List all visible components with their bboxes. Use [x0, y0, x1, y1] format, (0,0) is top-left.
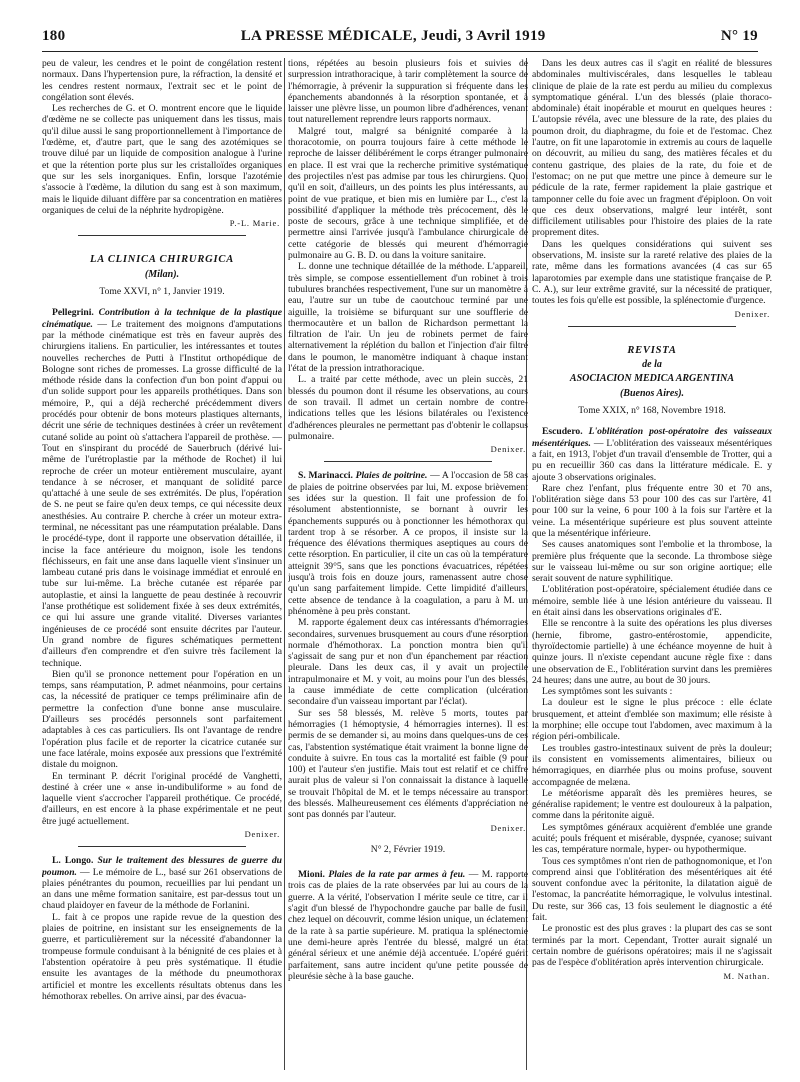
article-text: — Le traitement des moignons d'amputations par la méthode cinématique est très en faveur auprès des chirurgiens italiens. En particulier, les intéressantes et toutes nouvelles recherches de Putti à l'Institut orthopédique de Bologne sont riches de promesses. La grosse difficulté de la méthode réside dans la confection d'un bon point d'appui ou d'un solide support pour les appareils prothétiques. Dans son mémoire, P., qui a déjà recherché précédemment divers procédés pour obtenir de bons moteurs plastiques alternants, décrit une série de techniques destinées à créer un revêtement cutané solide au point où s'attachera l'appareil de prothèse. — Tout en s'inspirant du procédé de Sauerbruch (dérivé lui-même de l'urétroplastie par la méthode de Rochet) il lui reproche de créer un moteur entièrement musculaire, ayant tendance à se nécroser, et manquant de solidité parce qu'attaché à une seule de ses extrémités. De plus, l'opération de S. ne peut se faire qu'en deux temps, ce qui nécessite deux anesthésies. Au contraire P. cherche à créer un moteur extra-terminal, ne nécessitant pas une réamputation préalable. Dans le procédé-type, dont il rapporte une observation détaillée, il incise la face antérieure du moignon, isole les tendons fléchisseurs, en fait une anse dans laquelle vient s'insinuer un lambeau cutané pris dans le voisinage immédiat et enroulé en tube sur lui-même. La brèche cutanée est réparée par autoplastie, et ainsi la languette de peau destinée à recouvrir l'anse prothétique est solidement fixée à ses deux extrémités, ce qui lui assure une grande vitalité. Diverses variantes ingénieuses de ce procédé sont ensuite décrites par l'auteur. Un grand nombre de figures schématiques permettent d'ailleurs d'en comprendre et d'en suivre très facilement la technique. — [42, 318, 282, 669]
issue-date: N° 2, Février 1919. — [370, 843, 446, 855]
page-header — [42, 28, 758, 50]
article-abstract — [532, 426, 772, 482]
signature: Denixer. — [734, 308, 770, 319]
issue-number: N° 19 — [720, 28, 758, 44]
column-1 — [42, 58, 282, 1073]
article-author: Escudero. — [542, 426, 583, 438]
column-divider — [284, 58, 285, 1070]
paragraph: Les troubles gastro-intestinaux suivent de près la douleur; ils consistent en vomissements alimentaires, bilieux ou hémorragiques, en diarrhée plus ou moins profuse, souvent accompagnée de melæna. — [532, 742, 772, 788]
section-rule — [78, 235, 246, 236]
paragraph: Tous ces symptômes n'ont rien de pathognomonique, et l'on comprend ainsi que l'oblitération des mésentériques ait été souvent confondue avec la péritonite, la dilatation aiguë de l'estomac, la pancréatite hémorragique, le volvulus intestinal. Du reste, sur 366 cas, 13 fois seulement le diagnostic a été fait. — [532, 855, 772, 924]
article-author: Pellegrini. — [52, 307, 94, 319]
section-rule — [324, 461, 492, 462]
journal-title-line2: ASOCIACION MEDICA ARGENTINA — [569, 373, 735, 385]
article-title: Plaies de poitrine. — [355, 470, 428, 482]
paragraph: Elle se rencontre à la suite des opérations les plus diverses (hernie, fibrome, gastro-entérostomie, appendicite, thyroïdectomie partielle) à une échéance moyenne de huit à quinze jours. Il n'existe cependant aucune règle fixe : dans une observation de E., l'oblitération survint dans les premières 24 heures; dans une autre, au bout de 30 jours. — [532, 618, 772, 686]
article-text: — A l'occasion de 58 cas de plaies de poitrine observées par lui, M. expose brièvement ses idées sur la question. Il fait une profession de foi résolument abstentionniste, se bornant à ouvrir les épanchements suppurés ou à ponctionner les hémothorax qui tardent trop à se résorber. A ce propos, il insiste sur la fréquence des élévations thermiques aseptiques au cours de cette résorption. En particulier, il cite un cas où la température atteignit 39°5, sans que les ponctions évacuatrices, répétées jusqu'à trois fois en douze jours, ramenassent autre chose qu'un sang parfaitement limpide. Cette limpidité d'ailleurs, cette absence de tendance à la coagulation, a paru à M. un phénomène à peu près constant. — [288, 470, 528, 617]
article-title: Plaies de la rate par armes à feu. — [328, 869, 466, 881]
article-title: Contribution à la technique de la plastique cinématique. — [42, 307, 282, 330]
paragraph: Dans les deux autres cas il s'agit en réalité de blessures abdominales multiviscérales, dans lesquelles le tableau clinique de plaie de la rate est perdu au milieu du complexus symptomatique général. L'un des blessés (plaie thoraco-abdominale) était inopérable et mourut en quelques heures : L'autopsie révéla, avec une blessure de la rate, des plaies du poumon droit, du diaphragme, du foie et de l'estomac. Chez l'autre, on fit une laparotomie in extremis au cours de laquelle on découvrit, au milieu du sang, des matières fécales et du contenu gastrique, des plaies de la rate, du foie et de l'estomac; on ne put que mettre une pince à demeure sur le pédicule de la rate, fermer rapidement la plaie gastrique et tamponner celle du foie avec un fragment d'épiploon. On voit que ces deux observations, malgré leur intérêt, sont difficilement utilisables pour l'histoire des plaies de la rate proprement dites. — [532, 58, 772, 239]
journal-title: REVISTA — [627, 344, 677, 356]
paragraph: peu de valeur, les cendres et le point de congélation restent normaux. Dans l'hypertension pure, la réfraction, la densité et les cendres restent normaux, l'extrait sec et le point de congélation sont élevés. — [42, 58, 282, 103]
paragraph: M. rapporte également deux cas intéressants d'hémorragies secondaires, survenues brusquement au cours d'une résorption normale d'hémothorax. La ponction montra bien qu'il s'agissait de sang pur et non d'un épanchement par réaction pleurale. Dans les deux cas, il y avait un projectile intrapulmonaire et M. y voit, au moins pour l'un des blessés, la cause immédiate de cette complication (ulcération secondaire d'un vaisseau important par l'éclat). — [288, 617, 528, 708]
paragraph: Rare chez l'enfant, plus fréquente entre 30 et 70 ans, l'oblitération siège dans 53 pour 100 des cas sur l'artère, 41 pour 100 sur la veine, 6 pour 100 à la fois sur l'artère et la veine. La mésentérique supérieure est plus souvent atteinte que la mésentérique inférieure. — [532, 482, 772, 539]
signature: Denixer. — [244, 829, 280, 839]
paragraph: Le météorisme apparaît dès les premières heures, se généralise rapidement; le ventre est douloureux à la palpation, comme dans la péritonite aiguë. — [532, 787, 772, 822]
section-rule — [568, 326, 736, 327]
journal-title: LA CLINICA CHIRURGICA — [89, 254, 234, 266]
article-text: — M. rapporte trois cas de plaies de la rate observées par lui au cours de la guerre. A la vérité, l'observation I mérite seule ce titre, car il s'agit d'un blessé de l'hypochondre gauche par balle de fusil, chez lequel on découvrit, comme lésion unique, un éclatement de la rate à sa partie supérieure. M. pratiqua la splénectomie une demi-heure après l'entrée du blessé, malgré un état général sérieux et une anémie déjà accentuée. L'opéré guérit parfaitement, sans autre incident qu'une petite poussée de pleurésie sèche à la base gauche. — [288, 869, 528, 982]
page-number: 180 — [42, 28, 66, 44]
article-abstract — [42, 855, 282, 911]
paragraph: Les symptômes généraux acquièrent d'emblée une grande acuité; pouls fréquent et misérable, dyspnée, cyanose; suivant les cas, température normale, hyper- ou hypothermique. — [532, 821, 772, 856]
paragraph: Bien qu'il se prononce nettement pour l'opération en un temps, sans réamputation, P. admet néanmoins, pour certains cas, la nécessité de pratiquer ce temps préliminaire afin de permettre la confection d'une bonne anse musculaire. D'ailleurs ses procédés personnels sont parfaitement adaptables à ces cas particuliers. Ils ont l'avantage de rendre l'opération plus facile et de reporter la cicatrice cutanée sur une face latérale, moins exposée aux pressions que l'extrémité distale du moignon. — [42, 668, 282, 771]
article-author: L. Longo. — [52, 855, 94, 867]
signature: M. Nathan. — [723, 970, 770, 981]
article-title: Sur le traitement des blessures de guerre du poumon. — [42, 855, 282, 878]
paragraph: L. a traité par cette méthode, avec un plein succès, 21 blessés du poumon dont il résume les observations, au cours de son travail. Il admet un certain nombre de contre-indications telles que les lésions bilatérales ou l'existence d'adhérences pleurales ne permettant pas d'obtenir le collapsus pulmonaire. — [288, 374, 528, 442]
paragraph: La douleur est le signe le plus précoce : elle éclate brusquement, et atteint d'emblée son maximum; elle résiste à la morphine; elle occupe tout l'abdomen, avec maximum à la région péri-ombilicale. — [532, 697, 772, 743]
paragraph: L. fait à ce propos une rapide revue de la question des plaies de poitrine, en insistant sur les enseignements de la guerre, et particulièrement sur la nécessité d'abandonner la trompeuse formule conduisant à la bénignité de ces plaies et à l'abstention opératoire à peu près systématique. Il étudie ensuite les avantages de la méthode du pneumothorax artificiel et montre les excellents résultats obtenus dans les hémothorax rebelles. On arrive ainsi, par des évacua- — [42, 911, 282, 1002]
paragraph: L. donne une technique détaillée de la méthode. L'appareil, très simple, se compose essentiellement d'un robinet à trois tubulures branchées respectivement, l'une sur un manomètre à eau, l'autre sur un tube de caoutchouc terminé par une aiguille, la troisième se bifurquant sur une soufflerie de thermocautère et un ballon de Richardson permettant la filtration de l'air. Un jeu de robinets permet de faire alternativement la réplétion du ballon et l'injection d'air filtré dans le poumon, le manomètre indiquant à chaque instant l'état de la pression intrathoracique. — [288, 261, 528, 375]
article-abstract — [288, 869, 528, 982]
section-rule — [78, 846, 246, 847]
article-abstract — [288, 470, 528, 617]
article-author: Mioni. — [298, 869, 325, 881]
article-title: L'oblitération post-opératoire des vaisseaux mésentériques. — [532, 426, 772, 449]
paragraph: tions, répétées au besoin plusieurs fois et suivies de surpression intrathoracique, à tarir complètement la source de l'hémorragie, à prévenir la suppuration si fréquente dans les épanchements abandonnés à la résorption spontanée, et à laisser une plèvre lisse, un poumon libre d'adhérences, venant tout naturellement reprendre leurs rapports normaux. — [288, 58, 528, 126]
paragraph: Les symptômes sont les suivants : — [542, 686, 673, 698]
article-text: — L'oblitération des vaisseaux mésentériques a fait, en 1913, l'objet d'un travail d'ensemble de Trotter, qui a pu en recueillir 360 cas dans la littérature médicale. E. y ajoute 3 observations originales. — [532, 437, 772, 483]
journal-title-connector: de la — [642, 359, 662, 371]
paragraph: Sur ses 58 blessés, M. relève 5 morts, toutes par hémorragies (1 hémoptysie, 4 hémorragies internes). Il est permis de se demander si, au moins dans quelques-uns de ces cas, l'abstention systématique était vraiment la bonne ligne de conduite à suivre. En tous cas la mortalité est faible (9 pour 100) et l'auteur s'en justifie. Mais tout est relatif et ce chiffre aurait plus de valeur si l'on connaissait la distance à laquelle se trouvait l'hôpital de M. et le temps nécessaire au transport des blessés. Malheureusement ces éléments d'appréciation ne sont pas donnés par l'auteur. — [288, 707, 528, 821]
article-text: — Le mémoire de L., basé sur 261 observations de plaies pénétrantes du poumon, recueillies par lui pendant un an dans une même formation sanitaire, est par-dessus tout un chaud plaidoyer en faveur de la méthode de Forlanini. — [42, 866, 282, 912]
journal-issue: Tome XXVI, n° 1, Janvier 1919. — [99, 286, 225, 298]
article-abstract — [42, 307, 282, 669]
journal-city: (Milan). — [144, 268, 180, 280]
paragraph: Ses causes anatomiques sont l'embolie et la thrombose, la première plus fréquente que la seconde. La thrombose siège sur le vaisseau lui-même ou sur son origine aortique; elle serait souvent de nature syphilitique. — [532, 539, 772, 585]
paragraph: Le pronostic est des plus graves : la plupart des cas se sont terminés par la mort. Cependant, Trotter aurait signalé un certain nombre de guérisons opératoires; mais il ne s'agissait pas de l'espèce d'oblitération après intervention chirurgicale. — [532, 923, 772, 969]
paragraph: L'oblitération post-opératoire, spécialement étudiée dans ce mémoire, semble liée à une lésion antérieure du vaisseau. Il en était ainsi dans les observations originales d'E. — [532, 584, 772, 619]
running-title: LA PRESSE MÉDICALE, Jeudi, 3 Avril 1919 — [240, 28, 546, 44]
column-3 — [532, 58, 772, 1073]
header-rule — [42, 51, 758, 52]
signature: Denixer. — [490, 822, 526, 833]
column-2 — [288, 58, 528, 1073]
article-author: S. Marinacci. — [298, 470, 353, 482]
paragraph: Dans les quelques considérations qui suivent ses observations, M. insiste sur la rareté relative des plaies de la rate, même dans les formations avancées (4 cas sur 65 laparotomies par exemple dans une statistique française de P. C. A.), sur leur extrême gravité, sur la nécessité de pratiquer, toutes les fois qu'elle est possible, la splénectomie d'urgence. — [532, 238, 772, 307]
signature: P.-L. Marie. — [229, 218, 280, 229]
paragraph: En terminant P. décrit l'original procédé de Vanghetti, destiné à créer une « anse in-undibuliforme » au fond de laquelle vient s'accrocher l'appareil prothétique. Ce procédé, d'ailleurs, en est encore à la phase expérimentale et ne peut être jugé actuellement. — [42, 770, 282, 827]
paragraph: Malgré tout, malgré sa bénignité comparée à la thoracotomie, on pourra toujours faire à cette méthode le reproche de laisser délibérément le corps étranger pulmonaire en place. Il est vrai que la recherche primitive systématique des projectiles n'est pas admise par tous les chirurgiens. Quoi qu'il en soit, d'ailleurs, un des points les plus intéressants, au point de vue pratique, et bien mis en lumière par L., c'est la possibilité d'appliquer la méthode très précocement, dès le poste de secours, grâce à une technique simplifiée, et de permettre ainsi l'arrivée jusqu'à l'ambulance chirurgicale de cette catégorie de blessés qui meurent d'hémorragie pulmonaire au G. B. D. ou dans la voiture sanitaire. — [288, 125, 528, 262]
journal-city: (Buenos Aires). — [619, 387, 685, 399]
paragraph: Les recherches de G. et O. montrent encore que le liquide d'œdème ne se collecte pas uniquement dans les tissus, mais qu'il dilue aussi le sang proportionnellement à l'importance de l'œdème, et, d'autre part, que le sang des azotémiques se trouve dilué par un liquide de composition analogue à l'urine et que la rétention porte plus sur les cristalloïdes organiques que sur les sels inorganiques. Enfin, lorsque l'azotémie s'associe à l'œdème, la dilution du sang est à son maximum, mais le liquide diluant diffère par sa concentration en matières organiques de celui de la néphrite hydropigène. — [42, 103, 282, 216]
signature: Denixer. — [490, 444, 526, 455]
journal-issue: Tome XXIX, n° 168, Novembre 1918. — [578, 405, 726, 417]
